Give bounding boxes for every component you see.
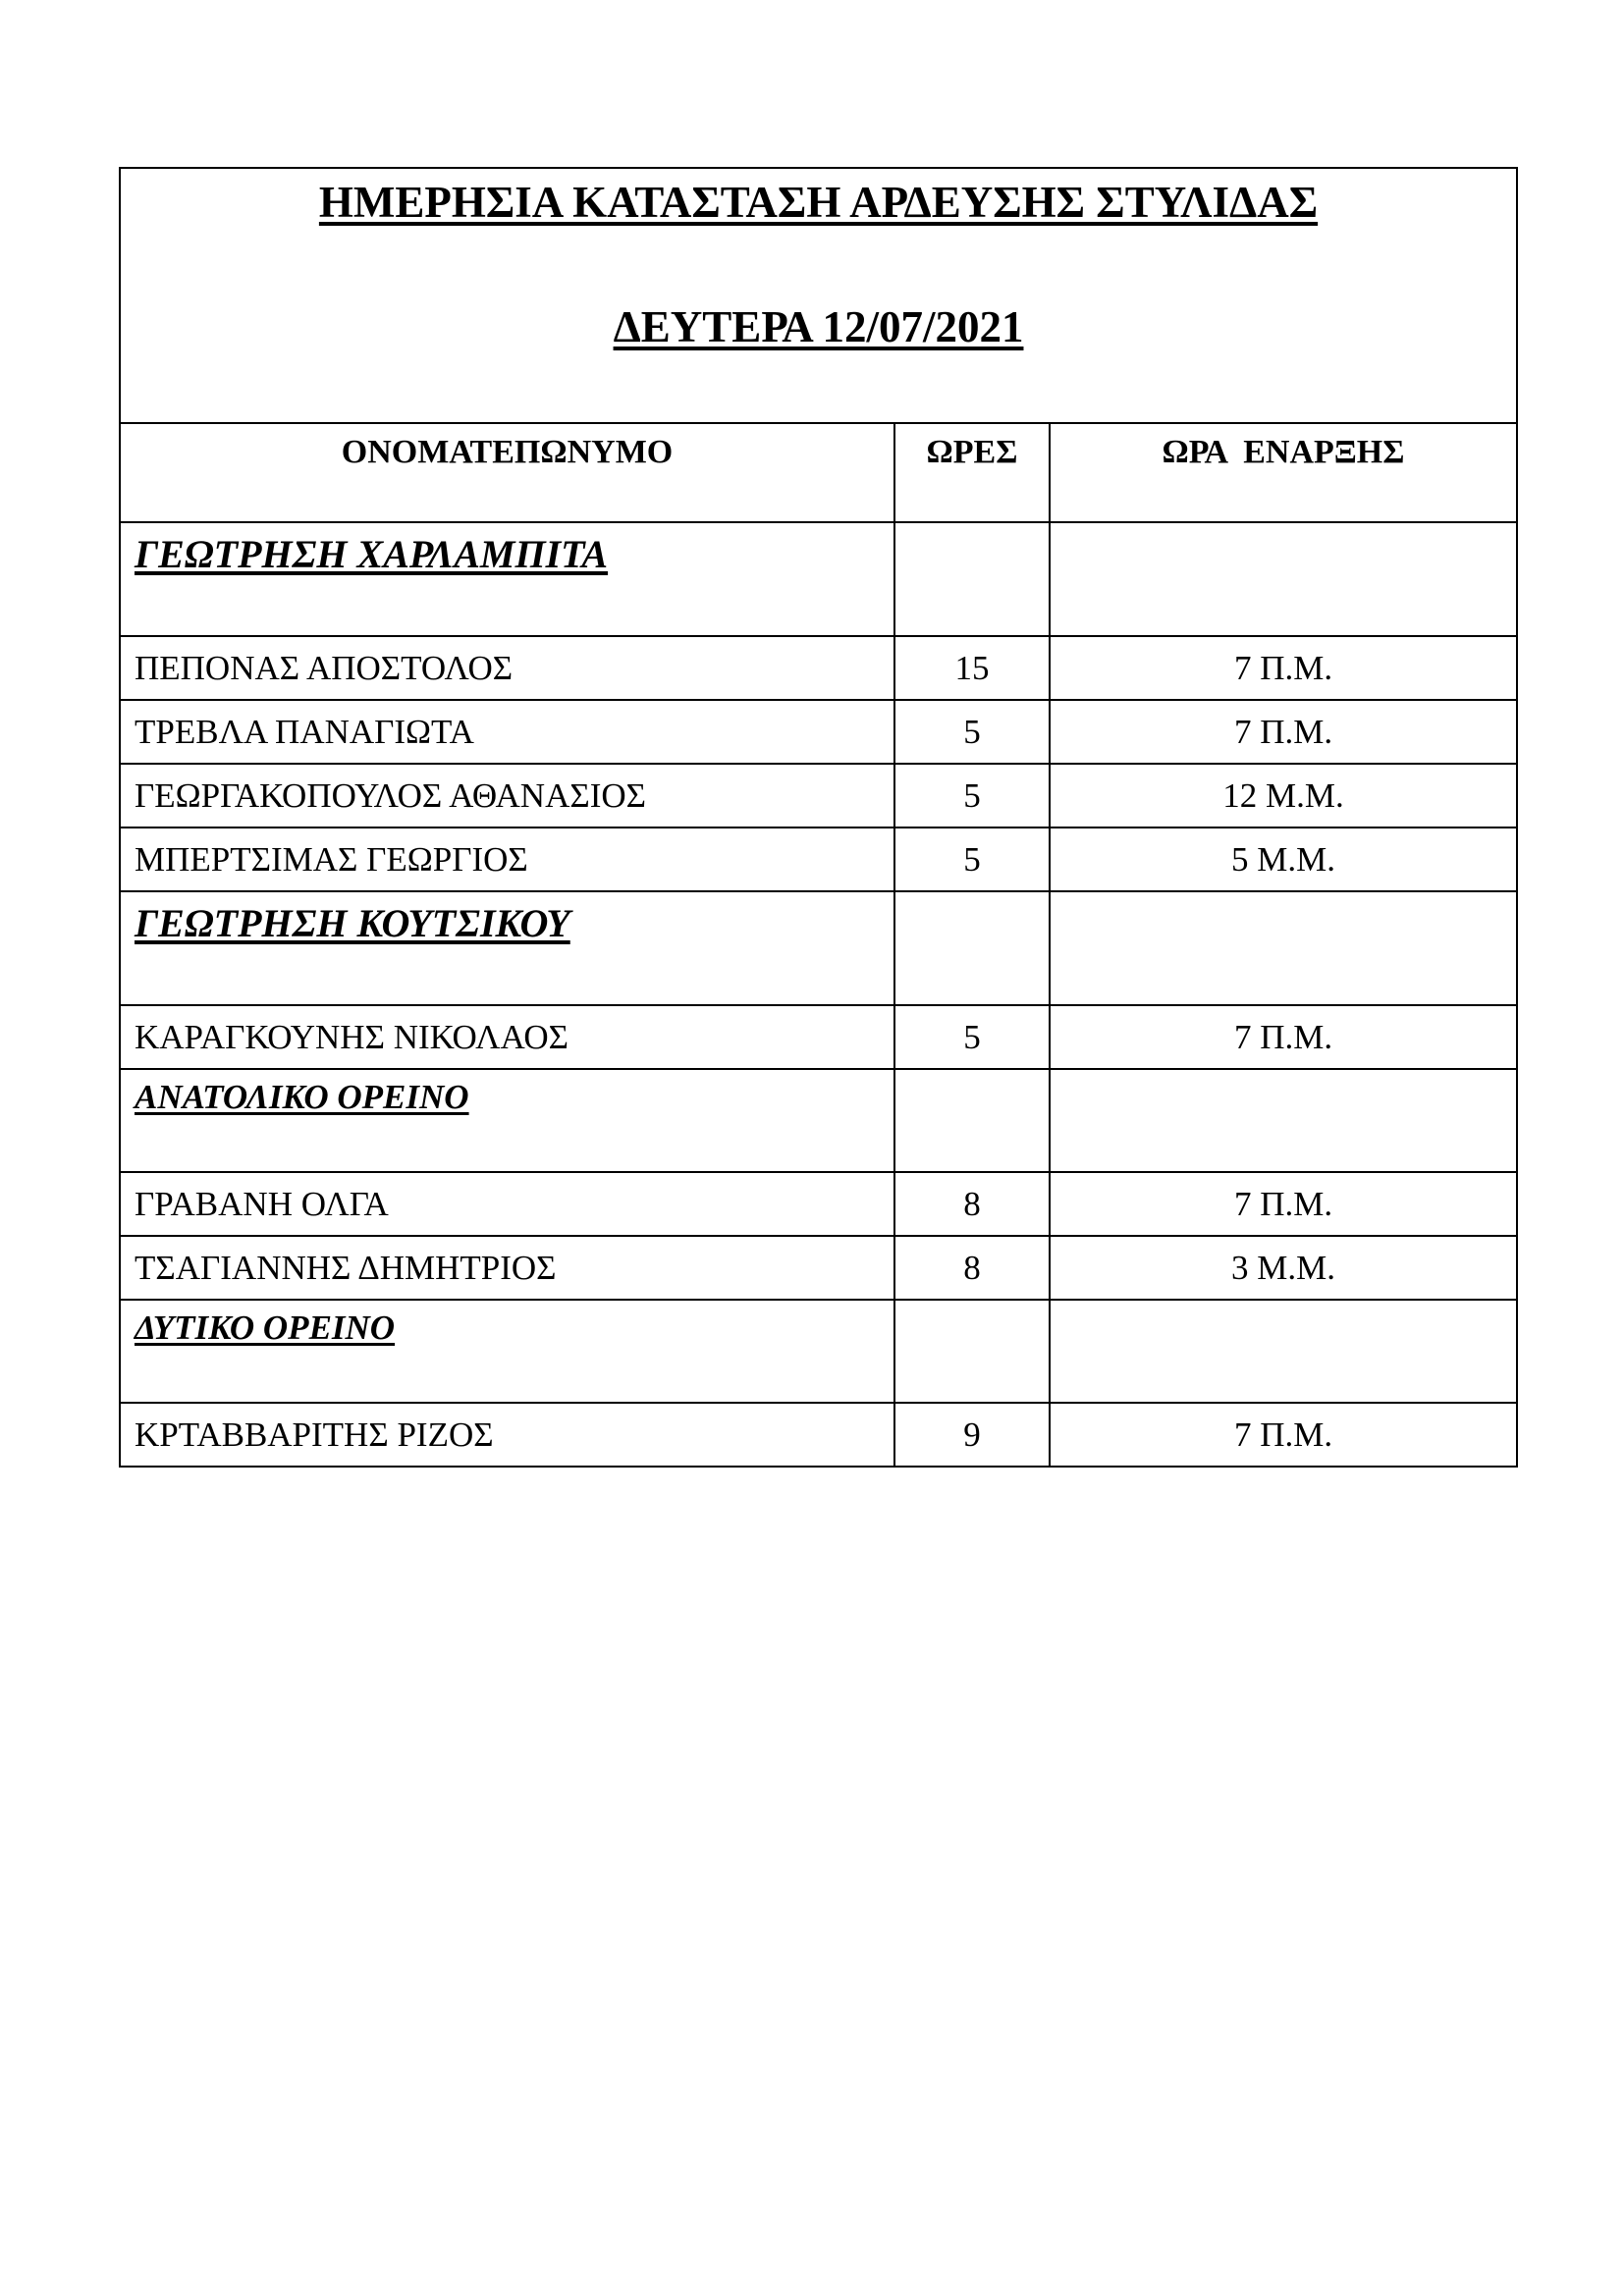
section-label: ΑΝΑΤΟΛΙΚΟ ΟΡΕΙΝΟ bbox=[135, 1078, 469, 1116]
person-name: ΠΕΠΟΝΑΣ ΑΠΟΣΤΟΛΟΣ bbox=[120, 636, 894, 700]
hours-value: 9 bbox=[894, 1403, 1050, 1467]
header-name-label: ΟΝΟΜΑΤΕΠΩΝΥΜΟ bbox=[341, 434, 674, 470]
table-row bbox=[120, 1403, 1517, 1467]
document-title: ΗΜΕΡΗΣΙΑ ΚΑΤΑΣΤΑΣΗ ΑΡΔΕΥΣΗΣ ΣΤΥΛΙΔΑΣ bbox=[318, 178, 1319, 227]
start-time-value: 3 Μ.Μ. bbox=[1050, 1236, 1517, 1300]
header-hours bbox=[894, 423, 1050, 522]
empty-cell bbox=[894, 522, 1050, 636]
table-row bbox=[120, 828, 1517, 891]
start-time-value: 5 Μ.Μ. bbox=[1050, 828, 1517, 891]
person-name: ΤΡΕΒΛΑ ΠΑΝΑΓΙΩΤΑ bbox=[120, 700, 894, 764]
section-label: ΓΕΩΤΡΗΣΗ ΚΟΥΤΣΙΚΟΥ bbox=[135, 901, 570, 945]
start-time-value: 7 Π.Μ. bbox=[1050, 1005, 1517, 1069]
empty-cell bbox=[894, 891, 1050, 1005]
header-name bbox=[120, 423, 894, 522]
person-name: ΚΑΡΑΓΚΟΥΝΗΣ ΝΙΚΟΛΑΟΣ bbox=[120, 1005, 894, 1069]
empty-cell bbox=[1050, 891, 1517, 1005]
empty-cell bbox=[894, 1069, 1050, 1172]
person-name: ΓΕΩΡΓΑΚΟΠΟΥΛΟΣ ΑΘΑΝΑΣΙΟΣ bbox=[120, 764, 894, 828]
table-row bbox=[120, 764, 1517, 828]
section-row bbox=[120, 1069, 1517, 1172]
hours-value: 5 bbox=[894, 764, 1050, 828]
start-time-value: 12 Μ.Μ. bbox=[1050, 764, 1517, 828]
title-row bbox=[120, 168, 1517, 423]
section-label-cell bbox=[120, 1069, 894, 1172]
person-name: ΜΠΕΡΤΣΙΜΑΣ ΓΕΩΡΓΙΟΣ bbox=[120, 828, 894, 891]
hours-value: 8 bbox=[894, 1236, 1050, 1300]
hours-value: 15 bbox=[894, 636, 1050, 700]
start-time-value: 7 Π.Μ. bbox=[1050, 636, 1517, 700]
empty-cell bbox=[1050, 1300, 1517, 1403]
hours-value: 8 bbox=[894, 1172, 1050, 1236]
hours-value: 5 bbox=[894, 700, 1050, 764]
start-time-value: 7 Π.Μ. bbox=[1050, 700, 1517, 764]
header-start-time-label: ΩΡΑ ΕΝΑΡΞΗΣ bbox=[1162, 434, 1405, 470]
empty-cell bbox=[894, 1300, 1050, 1403]
person-name: ΓΡΑΒΑΝΗ ΟΛΓΑ bbox=[120, 1172, 894, 1236]
start-time-value: 7 Π.Μ. bbox=[1050, 1403, 1517, 1467]
document-date: ΔΕΥΤΕΡΑ 12/07/2021 bbox=[613, 302, 1024, 351]
table-row bbox=[120, 636, 1517, 700]
table-row bbox=[120, 1005, 1517, 1069]
section-label-cell bbox=[120, 891, 894, 1005]
column-header-row bbox=[120, 423, 1517, 522]
section-row bbox=[120, 522, 1517, 636]
table-row bbox=[120, 1172, 1517, 1236]
section-row bbox=[120, 1300, 1517, 1403]
header-start-time bbox=[1050, 423, 1517, 522]
empty-cell bbox=[1050, 522, 1517, 636]
start-time-value: 7 Π.Μ. bbox=[1050, 1172, 1517, 1236]
table-row bbox=[120, 700, 1517, 764]
title-cell bbox=[120, 168, 1517, 423]
person-name: ΚΡΤΑΒΒΑΡΙΤΗΣ ΡΙΖΟΣ bbox=[120, 1403, 894, 1467]
hours-value: 5 bbox=[894, 1005, 1050, 1069]
irrigation-schedule-table bbox=[119, 167, 1518, 1468]
section-label: ΔΥΤΙΚΟ ΟΡΕΙΝΟ bbox=[135, 1308, 396, 1347]
header-hours-label: ΩΡΕΣ bbox=[926, 434, 1018, 470]
section-label-cell bbox=[120, 1300, 894, 1403]
hours-value: 5 bbox=[894, 828, 1050, 891]
section-label: ΓΕΩΤΡΗΣΗ ΧΑΡΛΑΜΠΙΤΑ bbox=[135, 532, 609, 576]
section-row bbox=[120, 891, 1517, 1005]
person-name: ΤΣΑΓΙΑΝΝΗΣ ΔΗΜΗΤΡΙΟΣ bbox=[120, 1236, 894, 1300]
table-row bbox=[120, 1236, 1517, 1300]
section-label-cell bbox=[120, 522, 894, 636]
empty-cell bbox=[1050, 1069, 1517, 1172]
